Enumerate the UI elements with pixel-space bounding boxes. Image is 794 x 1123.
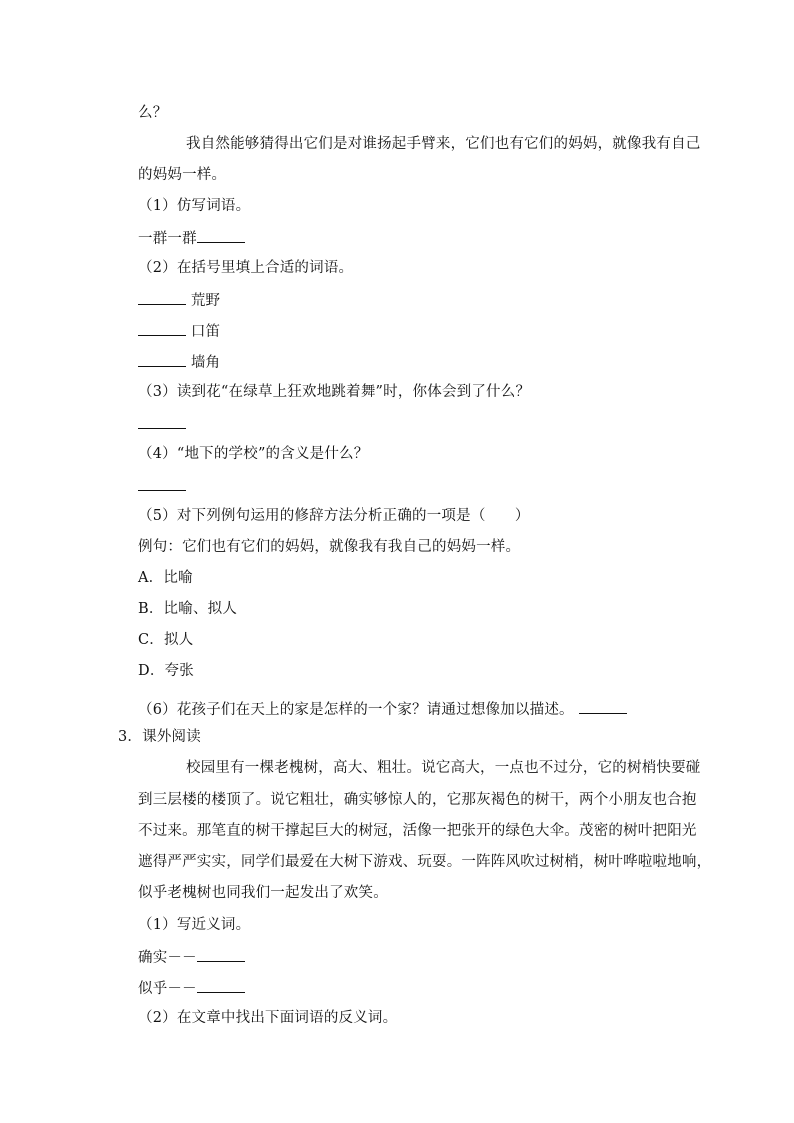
option-a[interactable]: A．比喻	[138, 570, 193, 586]
subquestion-1-answer	[138, 228, 245, 248]
q3-subquestion-2: （2）在文章中找出下面词语的反义词。	[138, 1010, 398, 1026]
passage-tail-line: 么？	[138, 105, 168, 121]
subquestion-2: （2）在括号里填上合适的词语。	[138, 260, 354, 276]
answer-blank[interactable]	[138, 476, 186, 491]
answer-blank[interactable]	[579, 699, 627, 714]
passage-line: 校园里有一棵老槐树，高大、粗壮。说它高大，一点也不过分，它的树梢快要碰	[186, 760, 701, 776]
subquestion-3-answer	[138, 414, 186, 434]
passage-line: 遮得严严实实，同学们最爱在大树下游戏、玩耍。一阵阵风吹过树梢，树叶哗啦啦地响，	[138, 854, 712, 870]
question-3-heading: 3．课外阅读	[118, 729, 201, 745]
passage-line: 不过来。那笔直的树干撑起巨大的树冠，活像一把张开的绿色大伞。茂密的树叶把阳光	[138, 823, 697, 839]
synonym-row	[138, 978, 245, 998]
example-sentence: 例句：它们也有它们的妈妈，就像我有我自己的妈妈一样。	[138, 539, 521, 555]
fill-blank-word: 荒野	[190, 293, 221, 309]
fill-blank-row	[138, 321, 220, 341]
subquestion-1: （1）仿写词语。	[138, 198, 251, 214]
subquestion-6-text: （6）花孩子们在天上的家是怎样的一个家？请通过想像加以描述。	[138, 702, 574, 718]
subquestion-4: （4）“地下的学校”的含义是什么？	[138, 446, 369, 462]
subquestion-3: （3）读到花“在绿草上狂欢地跳着舞”时，你体会到了什么？	[138, 384, 531, 400]
option-b[interactable]: B．比喻、拟人	[138, 601, 238, 617]
subquestion-5: （5）对下列例句运用的修辞方法分析正确的一项是（ ）	[138, 508, 530, 524]
q3-subquestion-1: （1）写近义词。	[138, 917, 251, 933]
answer-blank[interactable]	[197, 228, 245, 243]
passage-line: 的妈妈一样。	[138, 167, 227, 183]
subquestion-4-answer	[138, 476, 186, 496]
option-c[interactable]: C．拟人	[138, 632, 194, 648]
subquestion-6	[138, 699, 627, 719]
passage-line: 似乎老槐树也同我们一起发出了欢笑。	[138, 885, 388, 901]
answer-blank[interactable]	[138, 352, 186, 367]
passage-line: 我自然能够猜得出它们是对谁扬起手臂来，它们也有它们的妈妈，就像我有自己	[186, 136, 701, 152]
fill-blank-word: 口笛	[190, 324, 221, 340]
fill-blank-row	[138, 352, 220, 372]
answer-blank[interactable]	[138, 290, 186, 305]
fill-blank-row	[138, 290, 220, 310]
fill-blank-word: 墙角	[190, 355, 221, 371]
answer-blank[interactable]	[138, 414, 186, 429]
answer-blank[interactable]	[197, 947, 245, 962]
synonym-row	[138, 947, 245, 967]
example-word: 一群一群	[138, 231, 197, 247]
passage-line: 到三层楼的楼顶了。说它粗壮，确实够惊人的，它那灰褐色的树干，两个小朋友也合抱	[138, 792, 697, 808]
synonym-word: 似乎－－	[138, 981, 197, 997]
synonym-word: 确实－－	[138, 950, 197, 966]
answer-blank[interactable]	[138, 321, 186, 336]
option-d[interactable]: D．夸张	[138, 663, 194, 679]
answer-blank[interactable]	[197, 978, 245, 993]
